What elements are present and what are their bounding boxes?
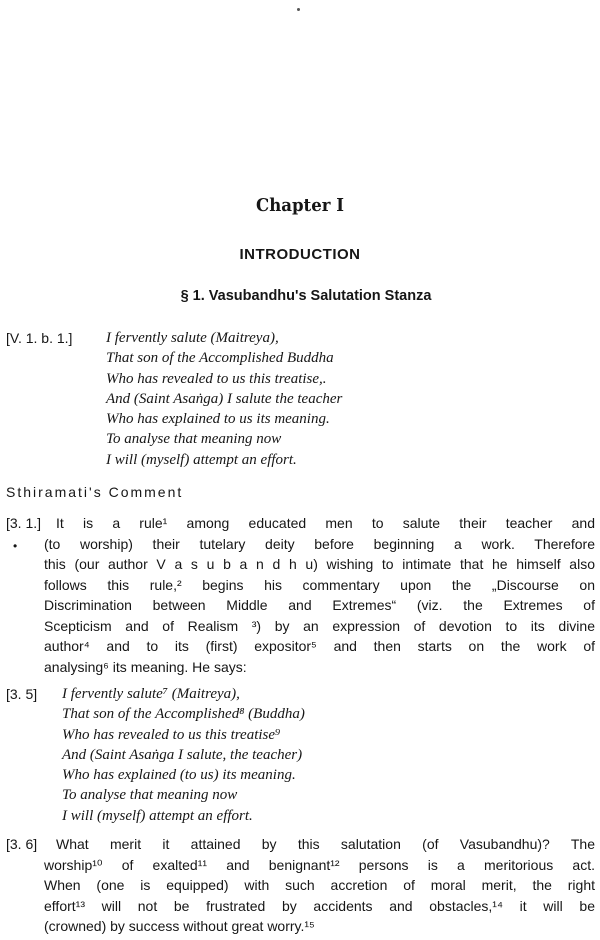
verse-line: And (Saint Asaṅga I salute, the teacher) — [62, 746, 303, 763]
text-line: It is a rule¹ among educated men to salute their teacher and — [56, 515, 595, 531]
text-line: When (one is equipped) with such accretion of moral merit, the right — [44, 877, 595, 893]
para1-reference: [3. 1.] — [6, 515, 42, 531]
text-line: (to worship) their tutelary deity before beginning a work. Therefore — [44, 535, 595, 552]
stanza1-reference: [V. 1. b. 1.] — [6, 330, 73, 346]
introduction-heading: INTRODUCTION — [239, 246, 361, 263]
comment-heading: Sthiramati's Comment — [6, 484, 184, 500]
para1-first-line — [56, 513, 595, 534]
text-line: author⁴ and to its (first) expositor⁵ and then starts on the work of — [44, 638, 595, 654]
text-line: worship¹⁰ of exalted¹¹ and benignant¹² persons is a meritorious act. — [44, 856, 595, 873]
verse-line: To analyse that meaning now — [106, 431, 282, 448]
verse-line: That son of the Accomplished Buddha — [106, 350, 334, 367]
verse-line: To analyse that meaning now — [62, 787, 238, 804]
text-line: this (our author V a s u b a n d h u) wishing to intimate that he himself also — [44, 556, 595, 572]
para2-first-line — [56, 834, 595, 855]
section-heading: § 1. Vasubandhu's Salutation Stanza — [180, 288, 432, 304]
para2-reference: [3. 6] — [6, 836, 38, 852]
verse-line: I fervently salute⁷ (Maitreya), — [62, 686, 240, 702]
verse-line: That son of the Accomplished⁸ (Buddha) — [62, 706, 305, 723]
text-line: (crowned) by success without great worry.¹⁵ — [44, 918, 315, 934]
verse-line: Who has explained to us its meaning. — [106, 411, 330, 428]
text-line: analysing⁶ its meaning. He says: — [44, 658, 247, 675]
text-line: What merit it attained by this salutation (of Vasubandhu)? The — [56, 836, 595, 852]
text-line: Discrimination between Middle and Extremes“ (viz. the Extremes of — [44, 597, 595, 613]
verse-line: I will (myself) attempt an effort. — [106, 451, 297, 468]
text-line: effort¹³ will not be frustrated by accidents and obstacles,¹⁴ it will be — [44, 897, 595, 914]
verse-line: Who has explained (to us) its meaning. — [62, 767, 296, 784]
para2-body — [44, 855, 595, 937]
chapter-heading: Chapter I — [256, 195, 344, 216]
verse-line: I will (myself) attempt an effort. — [62, 807, 253, 824]
text-line: follows this rule,² begins his commentary upon the „Discourse on — [44, 576, 595, 593]
verse-line: And (Saint Asaṅga) I salute the teacher — [106, 390, 343, 407]
para1-body — [44, 534, 595, 678]
stanza2-verse — [62, 684, 305, 826]
verse-line: Who has revealed to us this treatise,. — [106, 370, 327, 387]
page-speck — [297, 8, 300, 11]
verse-line: I fervently salute (Maitreya), — [106, 330, 279, 346]
stanza2-reference: [3. 5] — [6, 686, 38, 702]
text-line: Scepticism and of Realism ³) by an expression of devotion to its divine — [44, 617, 595, 634]
margin-bullet: • — [13, 539, 18, 553]
stanza1-verse — [106, 328, 342, 470]
verse-line: Who has revealed to us this treatise⁹ — [62, 726, 281, 743]
